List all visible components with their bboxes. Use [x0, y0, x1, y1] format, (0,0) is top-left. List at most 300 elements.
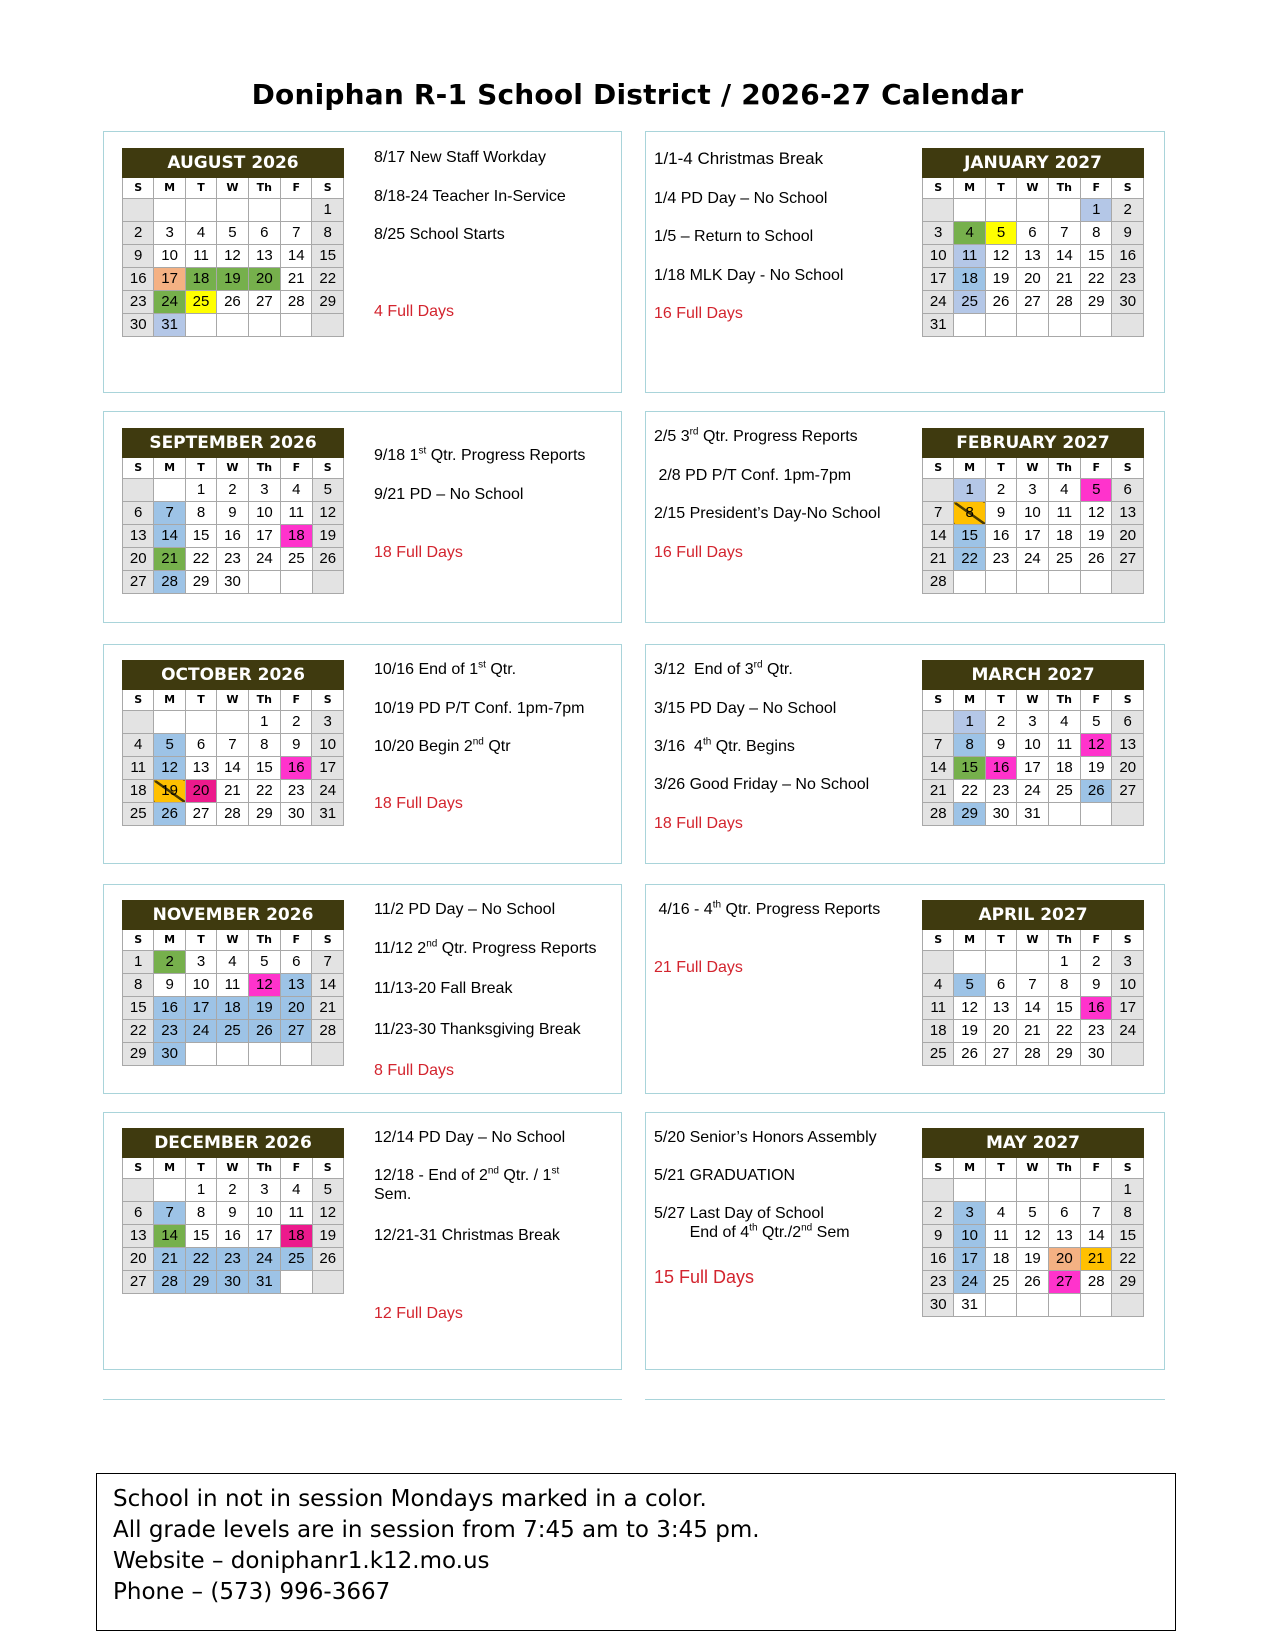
calendar-day-cell: 25 [1048, 780, 1080, 803]
calendar-day-cell: 4 [923, 974, 954, 997]
calendar-day-cell: 2 [281, 711, 312, 734]
calendar-april-2027 [922, 900, 1144, 1066]
calendar-day-cell: 21 [923, 780, 954, 803]
calendar-day-cell: 20 [1017, 268, 1048, 291]
calendar-day-cell: 14 [154, 525, 185, 548]
full-days-feb: 16 Full Days [654, 544, 743, 561]
calendar-day-cell: 28 [1048, 291, 1080, 314]
calendar-week-row [923, 1202, 1144, 1225]
calendar-day-cell: 3 [1017, 711, 1048, 734]
weekday-header: M [954, 178, 985, 199]
weekday-header: T [985, 1158, 1016, 1179]
calendar-day-cell: 25 [123, 803, 154, 826]
weekday-header: W [217, 930, 248, 951]
calendar-day-cell: 25 [281, 548, 312, 571]
calendar-week-row [123, 291, 344, 314]
calendar-day-cell: 11 [1048, 502, 1080, 525]
calendar-day-cell: 6 [1112, 711, 1144, 734]
calendar-day-cell: 10 [185, 974, 216, 997]
calendar-day-cell: 23 [217, 548, 248, 571]
calendar-week-row [123, 734, 344, 757]
weekday-header: Th [1048, 178, 1080, 199]
calendar-week-row [123, 1043, 344, 1066]
calendar-day-cell: 12 [312, 502, 343, 525]
calendar-day-cell: 7 [154, 1202, 185, 1225]
calendar-day-cell: 19 [1017, 1248, 1048, 1271]
weekday-header: F [281, 1158, 312, 1179]
calendar-day-cell: 23 [985, 780, 1016, 803]
calendar-day-cell: 5 [312, 479, 343, 502]
calendar-week-row [923, 1248, 1144, 1271]
calendar-day-cell: 30 [123, 314, 154, 337]
calendar-empty-cell [123, 1179, 154, 1202]
note-jan-4: 1/18 MLK Day - No School [654, 267, 844, 284]
full-days-apr: 21 Full Days [654, 959, 743, 976]
calendar-day-cell: 25 [217, 1020, 248, 1043]
calendar-day-cell: 27 [281, 1020, 312, 1043]
weekday-header: Th [1048, 690, 1080, 711]
calendar-day-cell: 15 [185, 1225, 216, 1248]
calendar-day-cell: 8 [954, 734, 985, 757]
footer-line-website: Website – doniphanr1.k12.mo.us [113, 1548, 490, 1574]
note-oct-3: 10/20 Begin 2nd Qtr [374, 736, 511, 755]
calendar-day-cell: 27 [1017, 291, 1048, 314]
calendar-day-cell: 15 [185, 525, 216, 548]
calendar-day-cell: 13 [185, 757, 216, 780]
calendar-day-cell: 2 [123, 222, 154, 245]
calendar-day-cell: 16 [985, 525, 1016, 548]
calendar-day-cell: 8 [248, 734, 280, 757]
calendar-day-cell: 5 [217, 222, 248, 245]
calendar-day-cell: 11 [281, 502, 312, 525]
calendar-day-cell: 2 [985, 711, 1016, 734]
calendar-empty-cell [954, 571, 985, 594]
calendar-day-cell: 23 [1112, 268, 1144, 291]
weekday-header: T [985, 178, 1016, 199]
calendar-day-cell: 17 [248, 1225, 280, 1248]
calendar-day-cell: 23 [1081, 1020, 1112, 1043]
calendar-day-cell: 19 [312, 1225, 343, 1248]
divider-right [645, 1399, 1165, 1400]
calendar-empty-cell [217, 1043, 248, 1066]
calendar-day-cell: 25 [281, 1248, 312, 1271]
weekday-header: Th [248, 930, 280, 951]
calendar-day-cell: 10 [1017, 502, 1048, 525]
calendar-day-cell: 19 [1081, 757, 1112, 780]
calendar-empty-cell [281, 199, 312, 222]
calendar-week-row [923, 1020, 1144, 1043]
calendar-day-cell: 31 [248, 1271, 280, 1294]
calendar-day-cell: 15 [248, 757, 280, 780]
calendar-day-cell: 7 [1017, 974, 1048, 997]
calendar-day-cell: 21 [154, 1248, 185, 1271]
full-days-mar: 18 Full Days [654, 815, 743, 832]
calendar-week-row [923, 222, 1144, 245]
weekday-header: W [217, 1158, 248, 1179]
full-days-oct: 18 Full Days [374, 795, 463, 812]
calendar-day-cell: 9 [985, 734, 1016, 757]
calendar-day-cell: 27 [185, 803, 216, 826]
calendar-february-2027 [922, 428, 1144, 594]
calendar-day-cell: 14 [1048, 245, 1080, 268]
calendar-week-row [123, 525, 344, 548]
calendar-week-row [923, 1271, 1144, 1294]
calendar-day-cell: 1 [185, 1179, 216, 1202]
weekday-header: T [985, 930, 1016, 951]
calendar-day-cell: 6 [1017, 222, 1048, 245]
calendar-day-cell: 15 [312, 245, 344, 268]
calendar-day-cell: 11 [217, 974, 248, 997]
full-days-dec: 12 Full Days [374, 1305, 463, 1322]
calendar-day-cell: 21 [217, 780, 248, 803]
calendar-day-cell: 17 [1017, 757, 1048, 780]
calendar-day-cell: 27 [1048, 1271, 1080, 1294]
calendar-day-cell: 17 [154, 268, 185, 291]
weekday-header: F [1081, 458, 1112, 479]
calendar-empty-cell [954, 1179, 985, 1202]
calendar-day-cell: 18 [954, 268, 985, 291]
calendar-day-cell: 21 [281, 268, 312, 291]
weekday-header: W [1017, 690, 1048, 711]
note-aug-2: 8/18-24 Teacher In-Service [374, 188, 566, 205]
calendar-empty-cell [281, 571, 312, 594]
calendar-week-row [123, 199, 344, 222]
calendar-day-cell: 27 [1112, 548, 1144, 571]
calendar-week-row [923, 997, 1144, 1020]
calendar-day-cell: 23 [154, 1020, 185, 1043]
calendar-day-cell: 13 [281, 974, 312, 997]
calendar-day-cell: 7 [1048, 222, 1080, 245]
calendar-day-cell: 3 [923, 222, 954, 245]
note-dec-2: 12/18 - End of 2nd Qtr. / 1st Sem. [374, 1165, 560, 1203]
note-jan-2: 1/4 PD Day – No School [654, 190, 828, 207]
calendar-day-cell: 28 [1081, 1271, 1112, 1294]
calendar-week-row [123, 1248, 344, 1271]
calendar-empty-cell [985, 314, 1016, 337]
calendar-day-cell: 10 [312, 734, 344, 757]
calendar-day-cell: 7 [154, 502, 185, 525]
calendar-day-cell: 7 [923, 734, 954, 757]
calendar-day-cell: 12 [1017, 1225, 1048, 1248]
calendar-week-row [923, 734, 1144, 757]
calendar-week-row [123, 222, 344, 245]
calendar-empty-cell [954, 199, 985, 222]
weekday-header: S [123, 178, 154, 199]
note-may-2: 5/21 GRADUATION [654, 1167, 796, 1184]
calendar-empty-cell [1081, 803, 1112, 826]
calendar-september-2026 [122, 428, 344, 594]
calendar-day-cell: 26 [1081, 548, 1112, 571]
calendar-week-row [923, 1179, 1144, 1202]
calendar-day-cell: 6 [1048, 1202, 1080, 1225]
calendar-day-cell: 27 [123, 571, 154, 594]
calendar-day-cell: 24 [1112, 1020, 1144, 1043]
calendar-day-cell: 16 [1112, 245, 1144, 268]
calendar-day-cell: 18 [985, 1248, 1016, 1271]
calendar-day-cell: 11 [185, 245, 216, 268]
calendar-day-cell: 17 [1112, 997, 1144, 1020]
calendar-empty-cell [185, 314, 216, 337]
calendar-day-cell: 27 [1112, 780, 1144, 803]
full-days-sep: 18 Full Days [374, 544, 463, 561]
calendar-day-cell: 3 [1017, 479, 1048, 502]
calendar-day-cell: 10 [248, 502, 280, 525]
note-may-3: 5/27 Last Day of School [654, 1205, 824, 1222]
weekday-header: W [1017, 930, 1048, 951]
calendar-empty-cell [1112, 803, 1144, 826]
calendar-empty-cell [1112, 1294, 1144, 1317]
calendar-day-cell: 23 [985, 548, 1016, 571]
calendar-day-cell: 24 [1017, 780, 1048, 803]
calendar-week-row [123, 757, 344, 780]
month-header: SEPTEMBER 2026 [123, 429, 344, 458]
calendar-week-row [923, 1294, 1144, 1317]
calendar-day-cell: 16 [923, 1248, 954, 1271]
calendar-day-cell: 5 [954, 974, 985, 997]
weekday-header: S [923, 690, 954, 711]
calendar-day-cell: 28 [312, 1020, 344, 1043]
calendar-empty-cell [923, 711, 954, 734]
calendar-day-cell: 5 [154, 734, 185, 757]
calendar-empty-cell [154, 1179, 185, 1202]
weekday-header: M [954, 1158, 985, 1179]
calendar-empty-cell [1081, 314, 1112, 337]
weekday-header: M [154, 458, 185, 479]
calendar-day-cell: 11 [123, 757, 154, 780]
calendar-day-cell: 18 [185, 268, 216, 291]
calendar-day-cell: 20 [281, 997, 312, 1020]
calendar-day-cell: 10 [923, 245, 954, 268]
calendar-day-cell: 9 [154, 974, 185, 997]
footer-line-hours: All grade levels are in session from 7:45 am to 3:45 pm. [113, 1517, 760, 1543]
calendar-day-cell: 8 [1081, 222, 1112, 245]
note-jan-1: 1/1-4 Christmas Break [654, 149, 824, 168]
calendar-empty-cell [1048, 1179, 1080, 1202]
calendar-day-cell: 30 [923, 1294, 954, 1317]
calendar-week-row [923, 479, 1144, 502]
calendar-day-cell: 13 [1048, 1225, 1080, 1248]
calendar-day-cell: 17 [923, 268, 954, 291]
calendar-day-cell: 21 [923, 548, 954, 571]
calendar-day-cell: 24 [154, 291, 185, 314]
calendar-empty-cell [954, 314, 985, 337]
calendar-day-cell: 13 [123, 525, 154, 548]
calendar-empty-cell [1017, 314, 1048, 337]
calendar-november-2026 [122, 900, 344, 1066]
calendar-day-cell: 8 [1112, 1202, 1144, 1225]
calendar-day-cell: 16 [217, 525, 248, 548]
calendar-day-cell: 9 [217, 1202, 248, 1225]
calendar-day-cell: 30 [281, 803, 312, 826]
calendar-october-2026 [122, 660, 344, 826]
calendar-week-row [923, 291, 1144, 314]
calendar-empty-cell [985, 1179, 1016, 1202]
calendar-day-cell: 3 [154, 222, 185, 245]
calendar-day-cell: 2 [1081, 951, 1112, 974]
calendar-day-cell: 21 [1081, 1248, 1112, 1271]
calendar-week-row [923, 245, 1144, 268]
calendar-day-cell: 2 [1112, 199, 1144, 222]
calendar-empty-cell [248, 314, 280, 337]
calendar-day-cell: 12 [217, 245, 248, 268]
calendar-week-row [123, 1225, 344, 1248]
calendar-day-cell: 15 [123, 997, 154, 1020]
calendar-day-cell: 12 [312, 1202, 343, 1225]
calendar-day-cell: 2 [154, 951, 185, 974]
calendar-empty-cell [985, 571, 1016, 594]
calendar-day-cell: 4 [954, 222, 985, 245]
note-jan-3: 1/5 – Return to School [654, 228, 814, 245]
weekday-header: W [217, 690, 248, 711]
calendar-day-cell: 25 [1048, 548, 1080, 571]
calendar-day-cell: 16 [1081, 997, 1112, 1020]
calendar-day-cell: 3 [248, 479, 280, 502]
calendar-empty-cell [1017, 571, 1048, 594]
note-sep-1: 9/18 1st Qtr. Progress Reports [374, 445, 586, 464]
weekday-header: Th [248, 458, 280, 479]
calendar-empty-cell [1081, 1294, 1112, 1317]
calendar-day-cell: 23 [281, 780, 312, 803]
month-header: FEBRUARY 2027 [923, 429, 1144, 458]
calendar-day-cell: 13 [985, 997, 1016, 1020]
weekday-header: F [1081, 690, 1112, 711]
note-nov-4: 11/23-30 Thanksgiving Break [374, 1021, 581, 1038]
calendar-empty-cell [1048, 314, 1080, 337]
calendar-day-cell: 26 [954, 1043, 985, 1066]
calendar-day-cell: 26 [1017, 1271, 1048, 1294]
weekday-header: W [1017, 1158, 1048, 1179]
calendar-day-cell: 19 [1081, 525, 1112, 548]
calendar-empty-cell [1048, 1294, 1080, 1317]
weekday-header: S [923, 1158, 954, 1179]
weekday-header: M [954, 458, 985, 479]
weekday-header: S [1112, 690, 1144, 711]
footer-line-session-note: School in not in session Mondays marked in a color. [113, 1486, 707, 1512]
month-header: MARCH 2027 [923, 661, 1144, 690]
calendar-empty-cell [1048, 571, 1080, 594]
calendar-day-cell: 4 [1048, 479, 1080, 502]
calendar-day-cell: 29 [1112, 1271, 1144, 1294]
weekday-header: M [154, 690, 185, 711]
calendar-day-cell: 18 [281, 525, 312, 548]
calendar-empty-cell [154, 711, 185, 734]
calendar-day-cell: 1 [1081, 199, 1112, 222]
calendar-day-cell: 28 [154, 1271, 185, 1294]
calendar-day-cell: 2 [217, 479, 248, 502]
note-mar-4: 3/26 Good Friday – No School [654, 776, 870, 793]
calendar-day-cell: 31 [923, 314, 954, 337]
calendar-empty-cell [1081, 571, 1112, 594]
calendar-day-cell: 22 [1112, 1248, 1144, 1271]
weekday-header: S [312, 1158, 343, 1179]
calendar-day-cell: 24 [248, 1248, 280, 1271]
calendar-day-cell: 13 [1017, 245, 1048, 268]
weekday-header: S [1112, 1158, 1144, 1179]
calendar-day-cell: 22 [185, 548, 216, 571]
calendar-empty-cell [923, 479, 954, 502]
calendar-day-cell: 9 [1112, 222, 1144, 245]
calendar-week-row [923, 780, 1144, 803]
weekday-header: M [954, 690, 985, 711]
calendar-day-cell: 5 [1017, 1202, 1048, 1225]
note-dec-3: 12/21-31 Christmas Break [374, 1227, 560, 1244]
calendar-day-cell: 4 [123, 734, 154, 757]
note-nov-1: 11/2 PD Day – No School [374, 901, 556, 918]
calendar-empty-cell [312, 314, 344, 337]
note-aug-1: 8/17 New Staff Workday [374, 149, 546, 166]
calendar-empty-cell [123, 199, 154, 222]
calendar-empty-cell [1048, 803, 1080, 826]
calendar-day-cell: 5 [1081, 711, 1112, 734]
calendar-day-cell: 13 [1112, 502, 1144, 525]
calendar-day-cell: 10 [1112, 974, 1144, 997]
calendar-week-row [123, 1020, 344, 1043]
weekday-header: S [123, 690, 154, 711]
calendar-empty-cell [1017, 1294, 1048, 1317]
calendar-empty-cell [217, 199, 248, 222]
calendar-day-cell: 20 [1112, 525, 1144, 548]
calendar-day-cell: 5 [312, 1179, 343, 1202]
calendar-empty-cell [154, 479, 185, 502]
calendar-day-cell: 9 [281, 734, 312, 757]
note-mar-3: 3/16 4th Qtr. Begins [654, 736, 795, 755]
month-header: APRIL 2027 [923, 901, 1144, 930]
calendar-day-cell: 20 [1112, 757, 1144, 780]
calendar-week-row [923, 711, 1144, 734]
calendar-day-cell: 9 [1081, 974, 1112, 997]
calendar-day-cell: 4 [985, 1202, 1016, 1225]
calendar-day-cell: 4 [281, 1179, 312, 1202]
calendar-empty-cell [281, 314, 312, 337]
calendar-week-row [123, 974, 344, 997]
calendar-day-cell: 1 [1048, 951, 1080, 974]
calendar-day-cell: 24 [923, 291, 954, 314]
note-may-4: End of 4th Qtr./2nd Sem [654, 1222, 850, 1241]
weekday-header: Th [248, 178, 280, 199]
calendar-day-cell: 9 [923, 1225, 954, 1248]
calendar-empty-cell [185, 711, 216, 734]
note-feb-2: 2/8 PD P/T Conf. 1pm-7pm [654, 467, 852, 484]
note-mar-2: 3/15 PD Day – No School [654, 700, 837, 717]
weekday-header: Th [1048, 1158, 1080, 1179]
weekday-header: M [154, 930, 185, 951]
calendar-empty-cell [923, 199, 954, 222]
calendar-day-cell: 5 [985, 222, 1016, 245]
calendar-week-row [123, 314, 344, 337]
calendar-day-cell: 10 [248, 1202, 280, 1225]
calendar-day-cell: 8 [954, 502, 985, 525]
calendar-empty-cell [1017, 1179, 1048, 1202]
calendar-week-row [923, 1043, 1144, 1066]
calendar-day-cell: 17 [185, 997, 216, 1020]
calendar-day-cell: 12 [954, 997, 985, 1020]
calendar-day-cell: 8 [312, 222, 344, 245]
calendar-day-cell: 2 [985, 479, 1016, 502]
calendar-day-cell: 26 [248, 1020, 280, 1043]
weekday-header: T [185, 1158, 216, 1179]
calendar-day-cell: 22 [123, 1020, 154, 1043]
calendar-week-row [123, 479, 344, 502]
calendar-day-cell: 21 [312, 997, 344, 1020]
calendar-day-cell: 25 [923, 1043, 954, 1066]
weekday-header: F [281, 458, 312, 479]
calendar-day-cell: 26 [312, 548, 343, 571]
calendar-week-row [123, 780, 344, 803]
calendar-day-cell: 20 [185, 780, 216, 803]
calendar-empty-cell [123, 711, 154, 734]
calendar-day-cell: 17 [312, 757, 344, 780]
calendar-day-cell: 4 [1048, 711, 1080, 734]
